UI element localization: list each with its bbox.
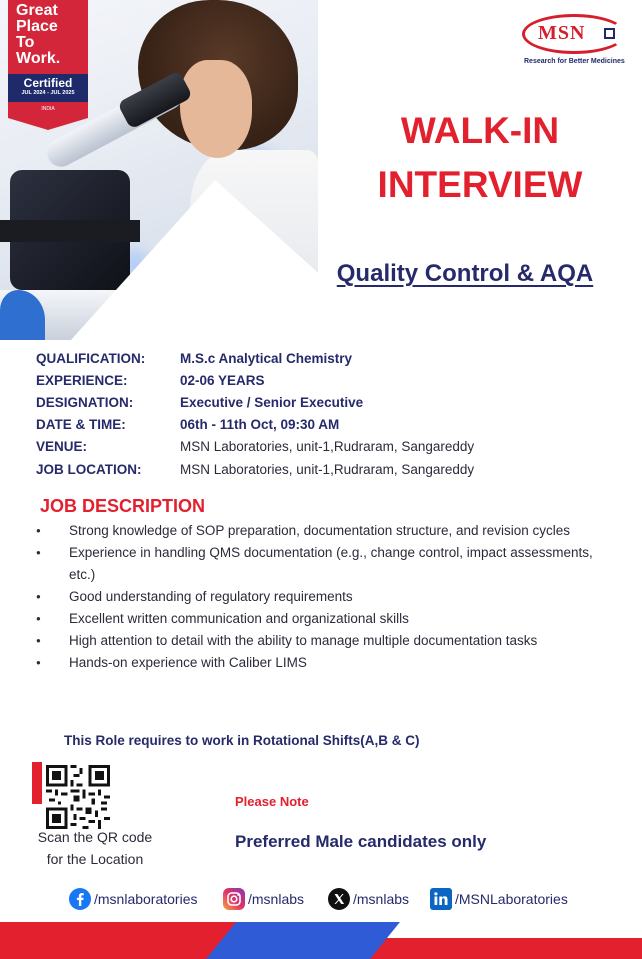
badge-certified: Certified JUL 2024 - JUL 2025	[8, 74, 88, 102]
facebook-icon	[68, 887, 92, 911]
instagram-icon	[222, 887, 246, 911]
social-x[interactable]: /msnlabs	[327, 885, 409, 913]
job-description-title: JOB DESCRIPTION	[40, 496, 206, 516]
social-linkedin[interactable]: /MSNLaboratories	[429, 885, 568, 913]
location-qr-code[interactable]	[46, 765, 110, 829]
detail-row: EXPERIENCE: 02-06 YEARS	[36, 372, 265, 388]
job-description-list	[36, 520, 606, 674]
social-instagram[interactable]: /msnlabs	[222, 885, 304, 913]
social-facebook[interactable]: /msnlaboratories	[68, 885, 198, 913]
list-item: ● Hands-on experience with Caliber LIMS	[36, 652, 606, 674]
rotational-shift-note: This Role requires to work in Rotational Shifts(A,B & C)	[64, 733, 420, 748]
department-title: Quality Control & AQA	[336, 260, 594, 287]
footer-color-bar	[0, 922, 642, 959]
please-note-label: Please Note	[235, 794, 309, 809]
list-item: ● Experience in handling QMS documentation (e.g., change control, impact assessments, etc.)	[36, 542, 606, 586]
great-place-to-work-badge: Great Place To Work. Certified JUL 2024 - JUL 2025 INDIA	[8, 0, 88, 118]
list-item: ● Excellent written communication and organizational skills	[36, 608, 606, 630]
headline: WALK-IN INTERVIEW	[377, 110, 583, 205]
detail-row: JOB LOCATION: MSN Laboratories, unit-1,Rudraram, Sangareddy	[36, 461, 475, 477]
qr-accent-bar	[32, 762, 42, 804]
x-icon	[327, 887, 351, 911]
list-item: ● Strong knowledge of SOP preparation, documentation structure, and revision cycles	[36, 520, 606, 542]
list-item: ● High attention to detail with the ability to manage multiple documentation tasks	[36, 630, 606, 652]
msn-logo: MSN Research for Better Medicines	[522, 14, 626, 70]
linkedin-icon	[429, 887, 453, 911]
job-details	[36, 347, 626, 480]
detail-row: QUALIFICATION: M.S.c Analytical Chemistry	[36, 350, 353, 366]
preference-note: Preferred Male candidates only	[235, 832, 487, 851]
list-item: ● Good understanding of regulatory requirements	[36, 586, 606, 608]
detail-row: VENUE: MSN Laboratories, unit-1,Rudraram, Sangareddy	[36, 439, 475, 455]
detail-row: DATE & TIME: 06th - 11th Oct, 09:30 AM	[36, 417, 340, 433]
brand-tagline: Research for Better Medicines	[524, 58, 625, 65]
detail-row: DESIGNATION: Executive / Senior Executive	[36, 394, 364, 410]
qr-caption: Scan the QR code for the Location	[37, 829, 153, 867]
